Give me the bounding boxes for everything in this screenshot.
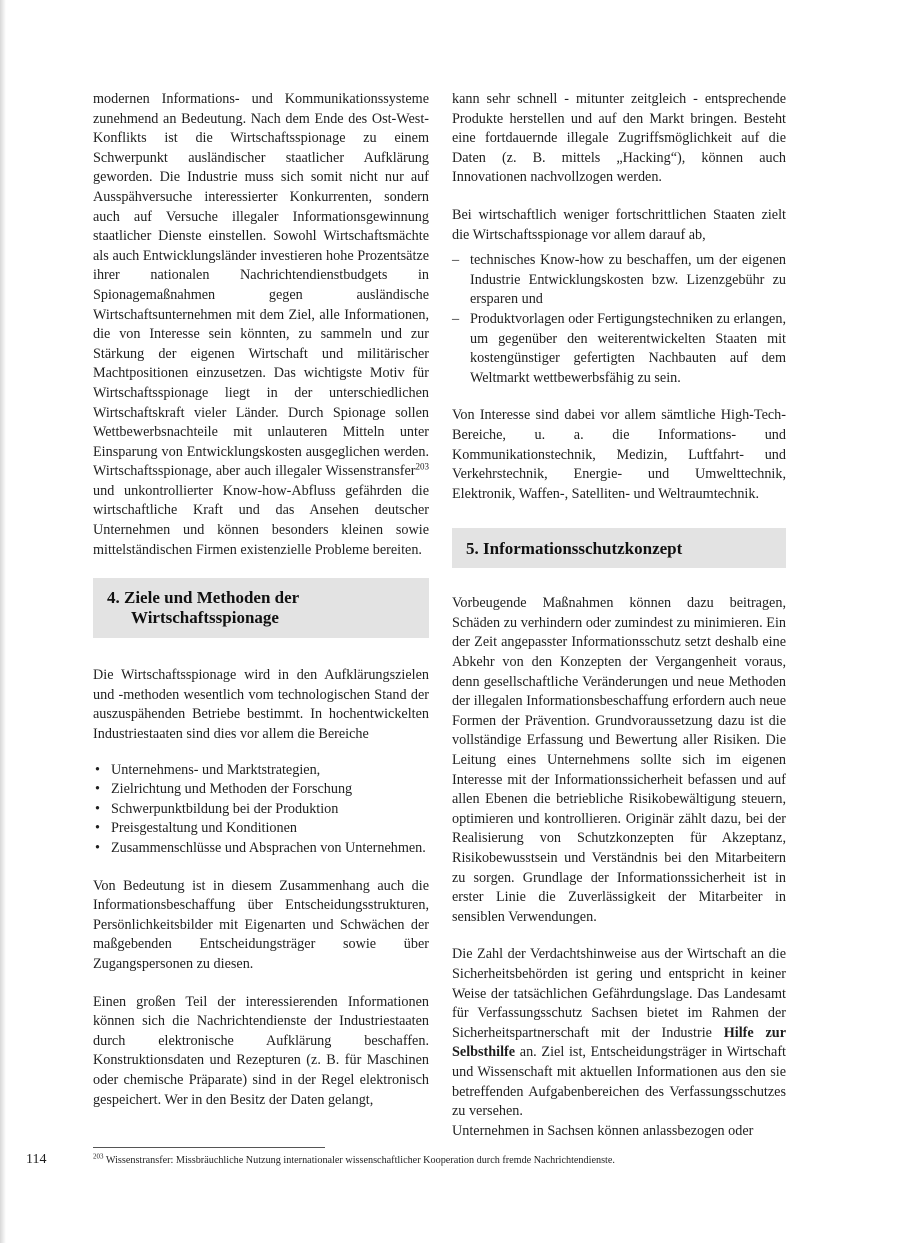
section-4-heading-line-1: 4. Ziele und Methoden der	[107, 588, 300, 608]
right-paragraph-6: Unternehmen in Sachsen können anlassbezogen oder	[452, 1122, 754, 1139]
right-column	[452, 90, 786, 1159]
bullet-list	[93, 761, 429, 859]
left-paragraph-2: Die Wirtschaftsspionage wird in den Aufklärungszielen und -methoden wesentlich vom technologischen Stand der auszuspähenden Betriebe bestimmt. In hochentwickelten Industriestaaten sind dies vor allem die Bereiche	[93, 667, 429, 743]
right-paragraph-5	[452, 945, 786, 1121]
right-paragraph-4: Vorbeugende Maßnahmen können dazu beitragen, Schäden zu verhindern oder zumindest zu minimieren. Ein der Zeit angepasster Informationsschutz setzt deshalb eine Abkehr von den Konzepten der Vergangenheit voraus, denn gesellschaftliche Veränderungen und neue Methoden der illegalen Informationsbeschaffung erfordern auch neue Formen der Prävention. Grundvoraussetzung dazu ist die vollständige Erfassung und Bewertung aller Risiken. Die Leitung eines Unternehmens sollte sich im eigenen Interesse mit der Informationssicherheit befassen und auf allen Ebenen die betriebliche Risikobewältigung steuern, optimieren und kontrollieren. Originär zählt dazu, bei der Realisierung von Schutzkonzepten für Akzeptanz, Risikobewusstsein und Verständnis bei den Mitarbeitern zu sorgen. Grundlage der Informationssicherheit ist in erster Linie die Zuverlässigkeit der Mitarbeiter in sensiblen Verwendungen.	[452, 595, 786, 925]
list-item: – Produktvorlagen oder Fertigungstechniken zu erlangen, um gegenüber den weiterentwickelten Staaten mit kostengünstiger gefertigten Nachbauten auf dem Weltmarkt wettbewerbsfähig zu sein.	[452, 310, 786, 388]
right-paragraph-3: Von Interesse sind dabei vor allem sämtliche High-Tech-Bereiche, u. a. die Informations- und Kommunikationstechnik, Medizin, Luftfahrt- und Verkehrstechnik, Energie- und Umwelttechnik, Elektronik, Waffen-, Satelliten- und Weltraumtechnik.	[452, 407, 786, 502]
footnote-divider	[93, 1147, 325, 1148]
list-item: – technisches Know-how zu beschaffen, um der eigenen Industrie Entwicklungskosten bzw. Lizenzgebühr zu ersparen und	[452, 251, 786, 310]
list-item: • Preisgestaltung und Konditionen	[93, 819, 429, 839]
section-4-heading	[93, 578, 429, 638]
dash-list	[452, 251, 786, 388]
footnote-text: Wissenstransfer: Missbräuchliche Nutzung internationaler wissenschaftlicher Kooperation durch fremde Nachrichtendienste.	[103, 1155, 615, 1166]
list-item: • Zielrichtung und Methoden der Forschung	[93, 780, 429, 800]
left-paragraph-1-continued: und unkontrollierter Know-how-Abfluss gefährden die wirtschaftliche Kraft und das Ansehen deutscher Unternehmen und können besonders kleinen sowie mittelständischen Firmen existenzielle Probleme bereiten.	[93, 482, 429, 558]
list-item: • Zusammenschlüsse und Absprachen von Unternehmen.	[93, 839, 429, 859]
left-column	[93, 90, 429, 1128]
emphasis-help-self-help: Hilfe zur Selbsthilfe	[452, 1024, 786, 1061]
list-item: • Unternehmens- und Marktstrategien,	[93, 761, 429, 781]
section-4-heading-line-2: Wirtschaftsspionage	[131, 608, 279, 628]
list-item: • Schwerpunktbildung bei der Produktion	[93, 800, 429, 820]
footnote-number: 203	[93, 1152, 104, 1161]
right-paragraph-5-continued: an. Ziel ist, Entscheidungsträger in Wirtschaft und Wissenschaft mit aktuellen Informationen aus den sie betreffenden Aufgabenbereichen des Verfassungsschutzes zu versehen.	[452, 1044, 786, 1120]
left-paragraph-4: Einen großen Teil der interessierenden Informationen können sich die Nachrichtendienste der Industriestaaten durch elektronische Aufklärung beschaffen. Konstruktionsdaten und Rezepturen (z. B. für Maschinen oder chemische Präparate) sind in der Regel elektronisch gespeichert. Wer in den Besitz der Daten gelangt,	[93, 993, 429, 1108]
right-paragraph-2: Bei wirtschaftlich weniger fortschrittlichen Staaten zielt die Wirtschaftsspionage vor allem darauf ab,	[452, 206, 786, 243]
right-paragraph-1: kann sehr schnell - mitunter zeitgleich - entsprechende Produkte herstellen und auf den Markt bringen. Besteht eine fortdauernde illegale Zugriffsmöglichkeit auf die Daten (z. B. mittels „Hacking“), können auch Innovationen nachvollzogen werden.	[452, 91, 786, 186]
footnote-reference[interactable]: 203	[415, 461, 429, 472]
section-5-heading: 5. Informationsschutzkonzept	[452, 528, 786, 568]
left-paragraph-1-text: modernen Informations- und Kommunikationssysteme zunehmend an Bedeutung. Nach dem Ende des Ost-West-Konflikts ist die Wirtschaftsspionage zu einem Schwerpunkt ausländischer staatlicher Aufklärung geworden. Die Industrie muss sich somit nicht nur auf Ausspähversuche interessierter Konkurrenten, sondern auch auf Versuche illegaler Informationsgewinnung staatlicher Dienste einstellen. Sowohl Wirtschaftsmächte als auch Entwicklungsländer investieren hohe Prozentsätze ihrer nationalen Nachrichtendienstbudgets in Spionagemaßnahmen gegen ausländische Wirtschaftsunternehmen mit dem Ziel, alle Informationen, die von Interesse sein könnten, zu sammeln und zur Stärkung der eigenen Wirtschaft und militärischer Machtpositionen einzusetzen. Das wichtigste Motiv für Wirtschaftsspionage liegt in der unterschiedlichen Wirtschaftskraft vieler Länder. Durch Spionage sollen Wettbewerbsnachteile mit unlauteren Mitteln unter Einsparung von Entwicklungskosten ausgeglichen werden. Wirtschaftsspionage, aber auch illegaler Wissenstransfer	[93, 91, 429, 480]
right-paragraph-5-text: Die Zahl der Verdachtshinweise aus der Wirtschaft an die Sicherheitsbehörden ist gering und entspricht in keiner Weise der tatsächlichen Gefährdungslage. Das Landesamt für Verfassungsschutz Sachsen bietet im Rahmen der Sicherheitspartnerschaft mit der Industrie	[452, 946, 786, 1041]
page-edge-shadow	[0, 0, 6, 1243]
left-paragraph-3: Von Bedeutung ist in diesem Zusammenhang auch die Informationsbeschaffung über Entscheidungsstrukturen, Persönlichkeitsbilder mit Eigenarten und Schwächen der maßgebenden Entscheidungsträger sowie über Zugangspersonen zu diesen.	[93, 877, 429, 972]
page-number: 114	[26, 1152, 47, 1167]
footnote	[93, 1154, 615, 1167]
left-paragraph-1	[93, 90, 429, 560]
